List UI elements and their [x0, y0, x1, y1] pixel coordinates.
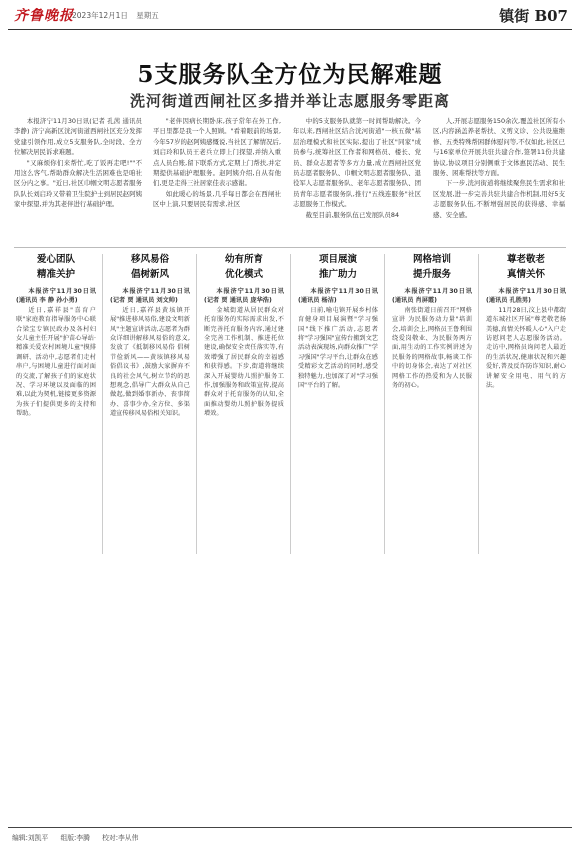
edition-label: 镇街 B07: [499, 7, 568, 25]
column-paragraph: 近日,嘉祥县"喜育户联"家庭教育指导服务中心联合梁宝专镇民政办及各村妇女儿童主任开展"护苗心导站·精准关爱农村困境儿童"摸排调研、活动中,志愿者们走村串户,与困境儿童进行面对面的交流,了解孩子们的家庭状况、学习环境以及面临的困难,以此为契机,链接更多资源为孩子们提供更多的支持和帮助。: [16, 306, 96, 418]
issue-weekday: 星期五: [136, 11, 159, 20]
article-headline: 5支服务队全方位为民解难题: [137, 61, 443, 88]
column-body: [298, 287, 378, 390]
column-divider: [478, 254, 479, 554]
column-divider: [290, 254, 291, 554]
column-title: 网格培训 提升服务: [412, 254, 451, 280]
footer-divider: [8, 827, 572, 828]
column-byline: 本报济宁11月30日讯(通讯员 孔胜男): [486, 288, 566, 305]
column-byline: 本报济宁11月30日讯(记者 贾 通讯员 刘文帅): [110, 288, 190, 305]
column-byline: 本报济宁11月30日讯(通讯员 肖屏霞): [392, 288, 472, 305]
masthead: [8, 0, 572, 30]
lead-paragraph: 人,开展志愿服务150余次,覆盖社区所有小区,内容涵盖养老帮扶、义剪义诊、公共设施维修、五类特殊帮困群体慰问等,不仅如此,社区已与16家单位开展共驻共建合作,签署11份共建协议,协议项目分别侧重于文体惠民活动、民生服务、困难帮扶等方面。: [433, 117, 565, 178]
column-title: 幼有所育 优化模式: [224, 254, 263, 280]
column-body: [16, 287, 96, 419]
column-paragraph: 近日,嘉祥县黄垓镇开展"推进移风易俗,建设文明新风"主题宣讲活动,志愿者为群众详细讲解移风易俗的意义,发放了《抵制移风易俗 倡树节俭新风——黄垓镇移风易俗倡议书》,鼓励大家摒弃不良的社会风气,树立节约的思想观念,倡导广大群众从自己做起,做到婚事新办、丧事简办、喜事少办,全方位、多渠道宣传移风易俗相关知识。: [110, 306, 190, 418]
column-divider: [196, 254, 197, 554]
news-column-3: [204, 252, 284, 812]
news-column-1: [16, 252, 96, 812]
column-body: [204, 287, 284, 419]
page-footer: [12, 832, 148, 842]
lead-column-2: [153, 116, 281, 244]
column-title: 爱心团队 精准关护: [36, 254, 75, 280]
lead-paragraph: 如此暖心的场景,几乎每日都会在西闸社区中上演,只要居民有需求,社区: [153, 189, 281, 209]
proofreader-credit: 校对:李从伟: [102, 834, 139, 842]
news-column-4: [298, 252, 378, 812]
column-title: 移风易俗 倡树新风: [130, 254, 169, 280]
newspaper-logo: 齐鲁晚报: [14, 8, 74, 24]
column-body: [392, 287, 472, 390]
column-byline: 本报济宁11月30日讯(记者 贾 通讯员 庞华浩): [204, 288, 284, 305]
issue-date: 2023年12月1日: [72, 11, 128, 20]
news-column-5: [392, 252, 472, 812]
news-column-2: [110, 252, 190, 812]
dateline: [72, 10, 165, 21]
column-paragraph: 11月28日,汶上县中都街道东城社区开展"尊老敬老扬美德,真情关怀暖人心"入户走访慰问老人志愿服务活动。走访中,网格员询问老人最近的生活状况,健康状况和兴趣爱好,普及反诈防诈知识,耐心讲解安全用电、用气的方法。: [486, 306, 566, 390]
lead-paragraph: 下一步,洸河街道将继续聚焦民生需求和社区发展,进一步完善共驻共建合作机制,用好5支志愿服务队伍,不断增强居民的获得感、幸福感、安全感。: [433, 179, 565, 219]
lead-column-1: [14, 116, 142, 244]
column-paragraph: 南张街道日前召开"网格宣讲 为民服务动力量"培训会,培训会上,网格员王鲁利围绕爱岗敬业、为民服务两方面,用生动的工作实例讲述为民服务的网格故事,畅谈工作中的切身体会,表达了对社区网格工作的热爱和为人民服务的初心。: [392, 306, 472, 390]
designer-credit: 组版:李腾: [60, 834, 90, 842]
lead-column-3: [293, 116, 421, 244]
column-body: [110, 287, 190, 419]
column-body: [486, 287, 566, 390]
column-divider: [384, 254, 385, 554]
article-subheadline: 洗河街道西闸社区多措并举让志愿服务零距离: [129, 92, 450, 110]
section-divider: [14, 247, 566, 248]
lead-paragraph: 中的5支服务队就第一时间帮助解决。今年以来,西闸社区结合洸河街道"一核五微"基层治理模式和社区实际,提出了社区"同家"成员参与,统筹社区工作者和网格员、楼长、党员、群众志愿者等多方力量,成立西闸社区党员志愿者服务队、巾帼文明志愿者服务队、退役军人志愿者服务队、老年志愿者服务队、团员青年志愿者服务队,推行"五线连服务"社区志愿服务工作模式。: [293, 117, 421, 209]
editor-credit: 编辑:刘凯平: [12, 834, 49, 842]
lead-paragraph: "又麻烦你们来帮忙,吃了饭再走吧!""不用这么客气,帮助群众解决生活困难也是咱社区分内之事。"近日,社区巾帼文明志愿者服务队队长刘启玲又带着卫生院护士到居民赵阿姨家中探望,并为其老伴进行基础护理。: [14, 158, 142, 209]
news-column-6: [486, 252, 566, 812]
column-title: 尊老敬老 真情关怀: [506, 254, 545, 280]
lead-paragraph: 截至目前,服务队伍已发展队员84: [305, 210, 400, 219]
column-divider: [102, 254, 103, 554]
lead-column-4: [433, 116, 565, 244]
column-byline: 本报济宁11月30日讯(通讯员 杨洁): [298, 288, 378, 305]
lead-paragraph: "老伴因病长期卧床,孩子常年在外工作,平日里都是我一个人照顾。"看着眼前的场景,今年57岁的赵阿姨感慨说,当社区了解情况后,刘启玲和队员王老兵立即上门探望,并纳入重点人员台账,留下联系方式,定期上门帮扶,并定期提供基础护理服务。赵阿姨介绍,自从有他们,更是走得三社居家佳表示感谢。: [153, 117, 281, 188]
column-title: 项目展演 推广助力: [318, 254, 357, 280]
column-paragraph: 金城街道从居民群众对托育服务的实际需求出发,不断完善托育服务内容,通过建全完善工作机制、推进托位建设,确保安全责任落实等,有效增强了居民群众的幸福感和获得感。下步,街道将继续深入开展婴幼儿照护服务工作,加强服务和政策宣传,提高群众对于托育服务的认知,全面推动婴幼儿照护服务提质增效。: [204, 306, 284, 418]
column-byline: 本报济宁11月30日讯(通讯员 李 静 孙小勇): [16, 288, 96, 305]
column-paragraph: 日前,喻屯镇开展乡村体育健身项目展演暨"学习强国"线下推广活动,志愿者将"学习强国"宣传台搬到文艺活动表演现场,向群众推广"学习强国"学习平台,让群众在感受精彩文艺活动的同时,感受独特魅力,也加深了对"学习强国"平台的了解。: [298, 306, 378, 390]
lead-paragraph: 本报济宁11月30日讯(记者 孔茜 通讯员 李静) 济宁高新区洸河街道西闸社区充分发挥党建引领作用,成立5支服务队,全时段、全方位解决居民诉求难题。: [14, 117, 142, 157]
